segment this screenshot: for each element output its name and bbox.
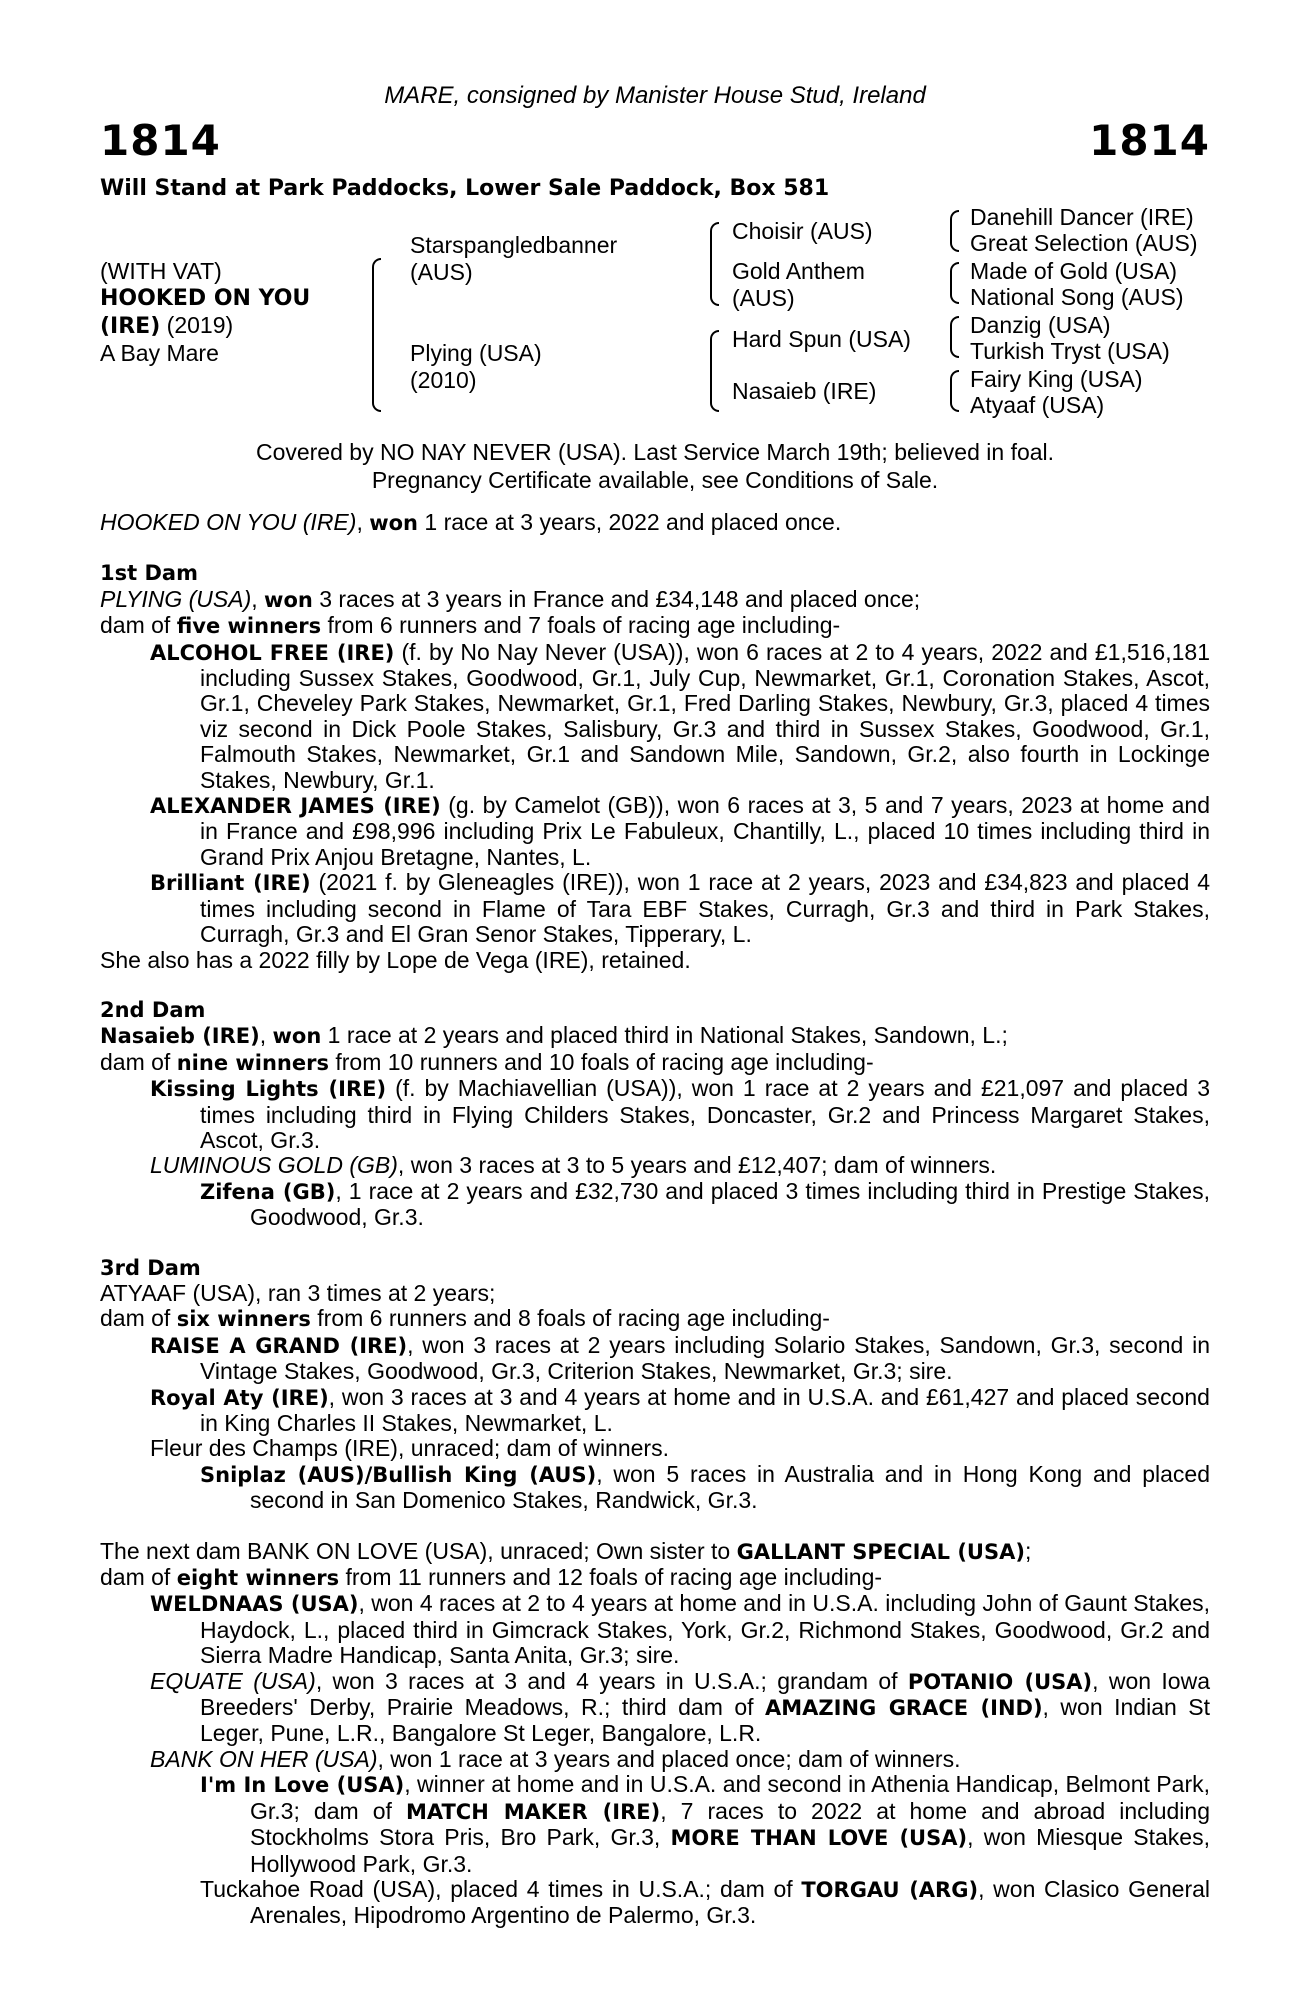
pedigree-g5: Danzig (USA): [970, 312, 1111, 338]
pedigree-sire: [410, 232, 617, 286]
dam2-line: Nasaieb (IRE), won 1 race at 2 years and placed third in National Stakes, Sandown, L.;: [100, 1022, 1008, 1049]
dam3-line: ATYAAF (USA), ran 3 times at 2 years;: [100, 1279, 496, 1306]
pedigree-dam-dam: Nasaieb (IRE): [732, 378, 877, 404]
dam1-produce-1: ALCOHOL FREE (IRE) (f. by No Nay Never (USA)), won 6 races at 2 to 4 years, 2022 and £1,516,181 including Sussex Stakes, Goodwood, Gr.1, July Cup, Newmarket, Gr.1, Coronation Stakes, Ascot, Gr.1, Cheveley Park Stakes, Newmarket, Gr.1, Fred Darling Stakes, Newbury, Gr.3, placed 4 times viz second in Dick Poole Stakes, Salisbury, Gr.3 and third in Sussex Stakes, Goodwood, Gr.1, Falmouth Stakes, Newmarket, Gr.1 and Sandown Mile, Sandown, Gr.2, also fourth in Lockinge Stakes, Newbury, Gr.1.: [150, 638, 1210, 793]
pedigree-g4: National Song (AUS): [970, 284, 1184, 310]
dam1-also: She also has a 2022 filly by Lope de Vega (IRE), retained.: [100, 946, 691, 973]
sire-dam-name: Gold Anthem: [732, 258, 865, 284]
dam4-produce-2: EQUATE (USA), won 3 races at 3 and 4 years in U.S.A.; grandam of POTANIO (USA), won Iowa Breeders' Derby, Prairie Meadows, R.; third dam of AMAZING GRACE (IND), won Indian St Leger, Pune, L.R., Bangalore St Leger, Bangalore, L.R.: [150, 1667, 1211, 1747]
dam3-damof: dam of six winners from 6 runners and 8 foals of racing age including-: [100, 1305, 830, 1332]
dam4-produce-3b: Tuckahoe Road (USA), placed 4 times in U.S.A.; dam of TORGAU (ARG), won Clasico General Arenales, Hipodromo Argentino de Palermo, Gr.3.: [200, 1875, 1211, 1929]
dam2-heading: 2nd Dam: [100, 997, 206, 1022]
dam2-produce-2a: Zifena (GB), 1 race at 2 years and £32,730 and placed 3 times including third in Prestige Stakes, Goodwood, Gr.3.: [200, 1177, 1210, 1231]
brace-dam-line: [710, 330, 719, 412]
dam4-produce-3: BANK ON HER (USA), won 1 race at 3 years and placed once; dam of winners.: [150, 1745, 961, 1772]
brace-sire-dam: [372, 258, 381, 412]
dam2-damof: dam of nine winners from 10 runners and 10 foals of racing age including-: [100, 1048, 874, 1075]
dam3-produce-2: Royal Aty (IRE), won 3 races at 3 and 4 years at home and in U.S.A. and £61,427 and placed second in King Charles II Stakes, Newmarket, L.: [150, 1383, 1210, 1436]
dam4-line: The next dam BANK ON LOVE (USA), unraced; Own sister to GALLANT SPECIAL (USA);: [100, 1537, 1032, 1564]
brace-g4: [950, 370, 959, 412]
pedigree-g8: Atyaaf (USA): [970, 392, 1105, 418]
dam1-rest: 3 races at 3 years in France and £34,148 and placed once;: [312, 585, 921, 612]
summary-won: won: [369, 511, 418, 535]
horse-description: A Bay Mare: [100, 340, 219, 366]
subject-block: [100, 258, 310, 367]
sire-name: Starspangledbanner: [410, 232, 618, 258]
summary-rest: 1 race at 3 years, 2022 and placed once.: [418, 509, 842, 535]
location-line: Will Stand at Park Paddocks, Lower Sale Paddock, Box 581: [100, 176, 830, 201]
vat-note: (WITH VAT): [100, 258, 222, 284]
summary-horse: HOOKED ON YOU (IRE): [100, 509, 357, 535]
dam4-damof: dam of eight winners from 11 runners and 12 foals of racing age including-: [100, 1564, 883, 1591]
dam1-won: won: [264, 587, 313, 612]
sire-country: (AUS): [410, 259, 473, 285]
brace-sire-line: [710, 222, 719, 306]
dam1-produce-3: Brilliant (IRE) (2021 f. by Gleneagles (IRE)), won 1 race at 2 years, 2023 and £34,823 and placed 4 times including second in Flame of Tara EBF Stakes, Curragh, Gr.3 and third in Park Stakes, Curragh, Gr.3 and El Gran Senor Stakes, Tipperary, L.: [150, 869, 1210, 948]
dam1-produce-2: ALEXANDER JAMES (IRE) (g. by Camelot (GB)), won 6 races at 3, 5 and 7 years, 2023 at home and in France and £98,996 including Prix Le Fabuleux, Chantilly, L., placed 10 times including third in Grand Prix Anjou Bretagne, Nantes, L.: [150, 792, 1210, 870]
brace-g3: [950, 316, 959, 358]
cover-line-2: Pregnancy Certificate available, see Conditions of Sale.: [371, 467, 939, 493]
lot-number-right: 1814: [1089, 116, 1210, 165]
dam1-damof: dam of five winners from 6 runners and 7 foals of racing age including-: [100, 612, 841, 639]
dam3-produce-1: RAISE A GRAND (IRE), won 3 races at 2 years including Solario Stakes, Sandown, Gr.3, second in Vintage Stakes, Goodwood, Gr.3, Criterion Stakes, Newmarket, Gr.3; sire.: [150, 1331, 1210, 1385]
horse-name: HOOKED ON YOU: [100, 286, 311, 311]
dam1-heading: 1st Dam: [100, 561, 198, 586]
pedigree-sire-dam: [732, 258, 865, 312]
catalogue-page: [100, 0, 1210, 2000]
dam-year: (2010): [410, 367, 477, 393]
pedigree-g2: Great Selection (AUS): [970, 230, 1198, 256]
pedigree-dam-sire: Hard Spun (USA): [732, 326, 911, 352]
dam4-produce-3a: I'm In Love (USA), winner at home and in U.S.A. and second in Athenia Handicap, Belmont Park, Gr.3; dam of MATCH MAKER (IRE), 7 races to 2022 at home and abroad including Stockholms Stora Pris, Bro Park, Gr.3, MORE THAN LOVE (USA), won Miesque Stakes, Hollywood Park, Gr.3.: [200, 1771, 1211, 1877]
dam4-produce-1: WELDNAAS (USA), won 4 races at 2 to 4 years at home and in U.S.A. including John of Gaunt Stakes, Haydock, L., placed third in Gimcrack Stakes, York, Gr.2, Richmond Stakes, Goodwood, Gr.2 and Sierra Madre Handicap, Santa Anita, Gr.3; sire.: [150, 1590, 1210, 1669]
brace-g2: [950, 262, 959, 304]
dam3-heading: 3rd Dam: [100, 1255, 201, 1280]
dam3-produce-3: Fleur des Champs (IRE), unraced; dam of winners.: [150, 1435, 669, 1462]
catalogue-body: [100, 510, 1210, 1929]
lot-number-left: 1814: [100, 116, 221, 165]
pedigree-g3: Made of Gold (USA): [970, 258, 1178, 284]
sire-dam-country: (AUS): [732, 285, 795, 311]
pedigree-sire-sire: Choisir (AUS): [732, 218, 873, 244]
summary-line: HOOKED ON YOU (IRE), won 1 race at 3 years, 2022 and placed once.: [100, 509, 842, 535]
covering-note: [100, 438, 1210, 494]
consignor-line: MARE, consigned by Manister House Stud, Ireland: [384, 82, 926, 109]
dam-name: Plying (USA): [410, 340, 542, 366]
pedigree-g6: Turkish Tryst (USA): [970, 338, 1170, 364]
horse-country: (IRE): [100, 314, 161, 339]
dam1-name: PLYING (USA): [100, 585, 252, 612]
pedigree-g7: Fairy King (USA): [970, 366, 1143, 392]
dam2-produce-2: LUMINOUS GOLD (GB), won 3 races at 3 to 5 years and £12,407; dam of winners.: [150, 1152, 997, 1179]
brace-g1: [950, 210, 959, 252]
dam2-produce-1: Kissing Lights (IRE) (f. by Machiavellian (USA)), won 1 race at 2 years and £21,097 and placed 3 times including third in Flying Childers Stakes, Doncaster, Gr.2 and Princess Margaret Stakes, Ascot, Gr.3.: [150, 1075, 1210, 1153]
dam3-produce-3a: Sniplaz (AUS)/Bullish King (AUS), won 5 races in Australia and in Hong Kong and placed second in San Domenico Stakes, Randwick, Gr.3.: [200, 1460, 1210, 1514]
pedigree-g1: Danehill Dancer (IRE): [970, 204, 1194, 230]
horse-year: (2019): [160, 312, 234, 338]
cover-line-1: Covered by NO NAY NEVER (USA). Last Service March 19th; believed in foal.: [255, 439, 1055, 465]
pedigree-dam: [410, 340, 542, 394]
dam1-line: PLYING (USA), won 3 races at 3 years in France and £34,148 and placed once;: [100, 585, 921, 612]
